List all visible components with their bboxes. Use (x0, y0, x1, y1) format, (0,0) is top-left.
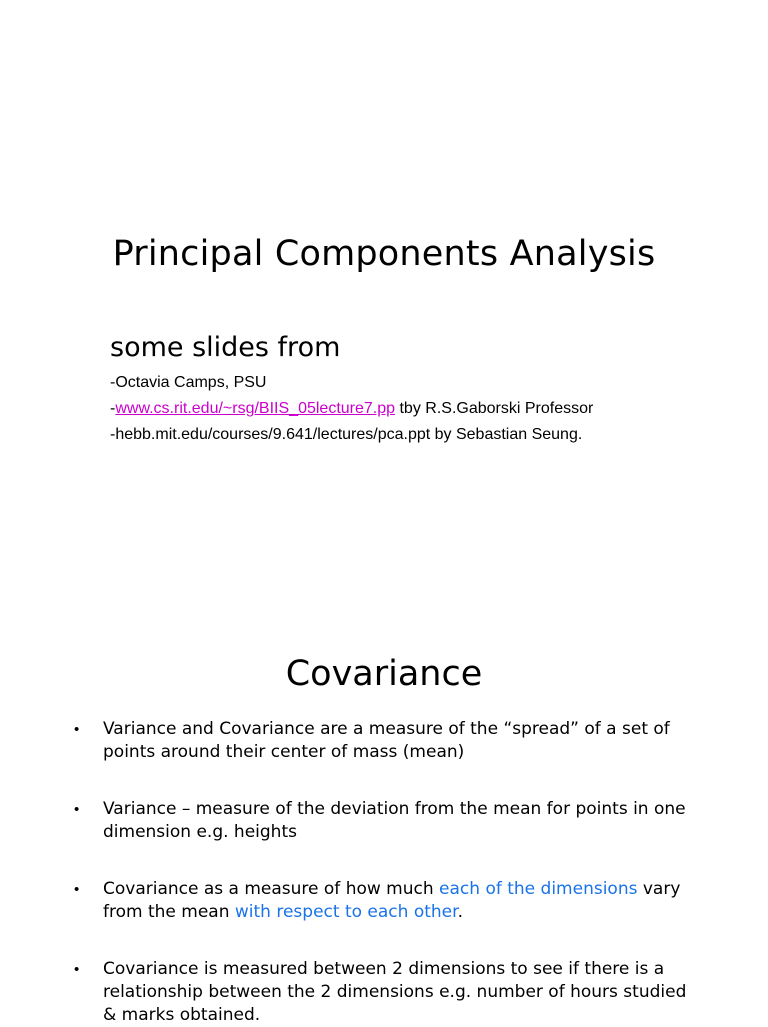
bullet-text-part: Covariance as a measure of how much (103, 879, 440, 899)
credit-line-camps: -Octavia Camps, PSU (110, 374, 267, 391)
list-item (0, 798, 768, 844)
bullet-list (0, 718, 768, 1027)
bullet-text-part: . (457, 902, 463, 922)
credit-dash: - (110, 400, 116, 417)
highlighted-phrase: with respect to each other (234, 902, 458, 922)
highlighted-phrase: each of the dimensions (439, 879, 638, 899)
bullet-text: Variance and Covariance are a measure of the “spread” of a set of points around their center of mass (mean) (103, 719, 670, 762)
list-item (0, 878, 768, 924)
slide-title: Covariance (285, 654, 483, 694)
credit-suffix: tby R.S.Gaborski Professor (399, 400, 594, 417)
bullet-icon: • (74, 961, 80, 978)
list-item (0, 718, 768, 764)
bullet-text-part: vary from the mean (103, 879, 681, 922)
slide-subheading: some slides from (110, 332, 341, 363)
bullet-icon: • (74, 721, 80, 738)
credit-link-rit[interactable]: www.cs.rit.edu/~rsg/BIIS_05lecture7.pp (115, 400, 396, 417)
slide-covariance (0, 600, 768, 1024)
credits-list (110, 370, 593, 448)
bullet-icon: • (74, 801, 80, 818)
list-item (0, 958, 768, 1027)
credit-line-gaborski (110, 396, 593, 422)
credit-line-seung: -hebb.mit.edu/courses/9.641/lectures/pca.ppt by Sebastian Seung. (110, 426, 583, 443)
bullet-text: Variance – measure of the deviation from the mean for points in one dimension e.g. heights (103, 799, 686, 842)
bullet-text: Covariance is measured between 2 dimensions to see if there is a relationship between the 2 dimensions e.g. number of hours studied & marks obtained. (103, 959, 687, 1025)
bullet-icon: • (74, 881, 80, 898)
slide-title: Principal Components Analysis (112, 234, 656, 274)
